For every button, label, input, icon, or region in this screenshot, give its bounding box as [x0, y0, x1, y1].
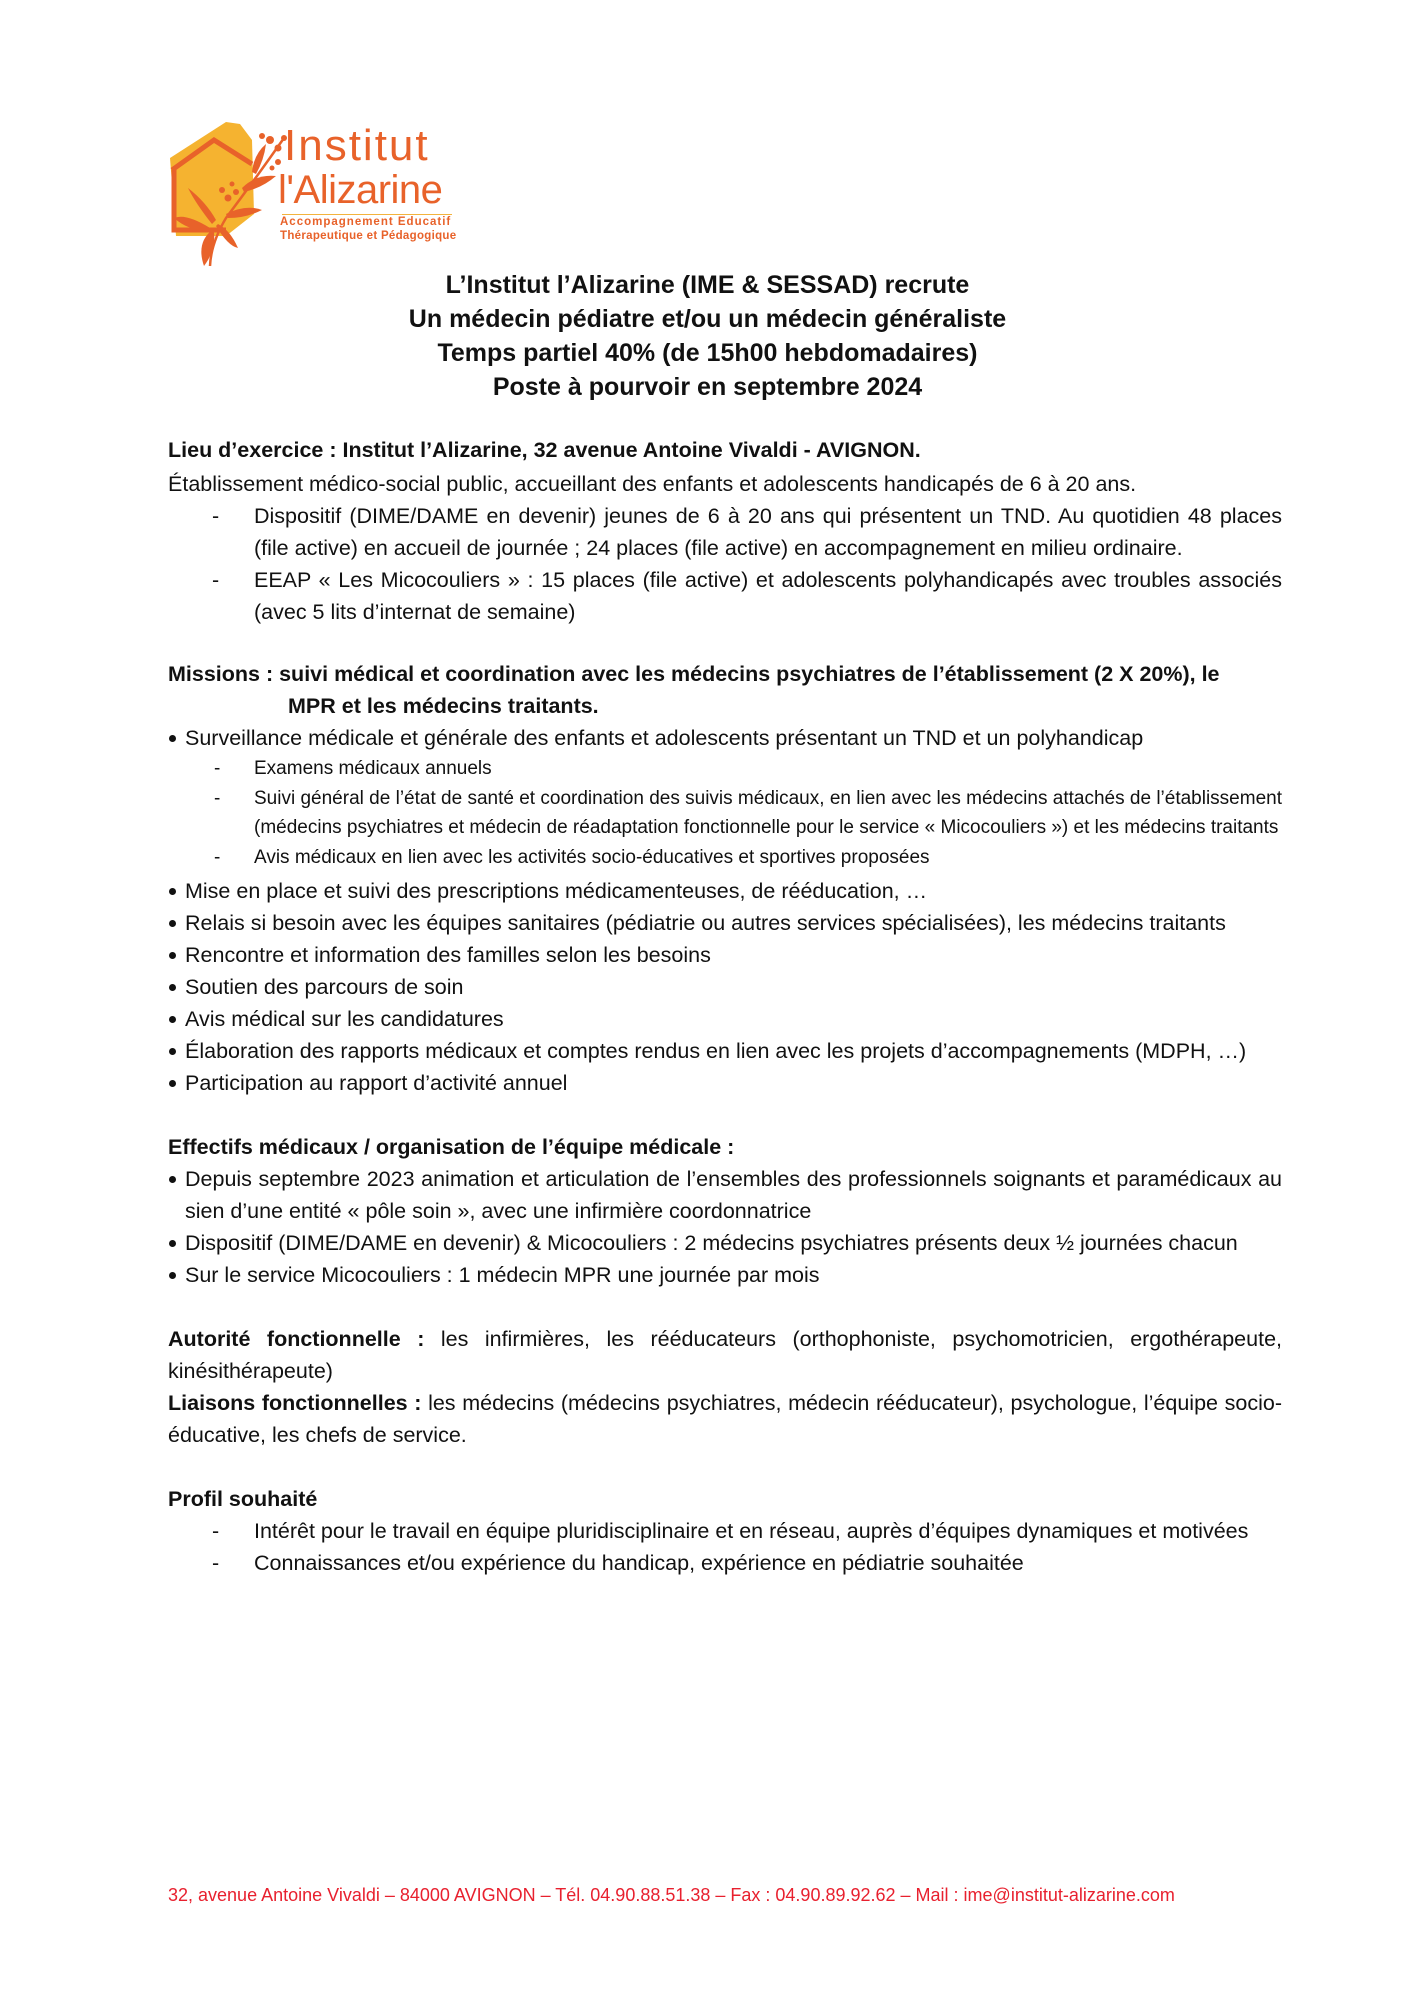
list-item-text: Dispositif (DIME/DAME en devenir) jeunes de 6 à 20 ans qui présentent un TND. Au quotidien 48 places (file active) en accueil de journée ; 24 places (file active) en accompagnement en milieu ordinaire. [254, 504, 1282, 560]
bullet-icon [169, 952, 176, 959]
list-item [168, 1227, 1282, 1259]
functional-authority-label: Autorité fonctionnelle : [168, 1327, 425, 1351]
list-item-text: Avis médicaux en lien avec les activités socio-éducatives et sportives proposées [254, 846, 930, 868]
functional-authority-text: les infirmières, les rééducateurs (orthophoniste, psychomotricien, ergothérapeute, kinésithérapeute) [168, 1327, 1283, 1383]
missions-list [168, 722, 1282, 754]
list-item-text: Élaboration des rapports médicaux et comptes rendus en lien avec les projets d’accompagnements (MDPH, …) [185, 1039, 1247, 1063]
bullet-icon [169, 1048, 176, 1055]
logo-name-line1: Institut [284, 121, 430, 170]
title-line: Poste à pourvoir en septembre 2024 [492, 373, 923, 401]
functional-liaisons [168, 1387, 1282, 1451]
list-item [168, 722, 1282, 754]
list-item-text: Soutien des parcours de soin [185, 975, 464, 999]
title-line: Un médecin pédiatre et/ou un médecin généraliste [408, 305, 1007, 333]
list-item [168, 1259, 1282, 1291]
bullet-icon [169, 1240, 176, 1247]
missions-heading-cont: MPR et les médecins traitants. [288, 694, 599, 718]
list-item-text: Dispositif (DIME/DAME en devenir) & Micocouliers : 2 médecins psychiatres présents deux ½ journées chacun [185, 1231, 1238, 1255]
contact-footer: 32, avenue Antoine Vivaldi – 84000 AVIGNON – Tél. 04.90.88.51.38 – Fax : 04.90.89.92.62 – Mail : ime@institut-alizarine.com [168, 1885, 1175, 1905]
title-line: L’Institut l’Alizarine (IME & SESSAD) recrute [445, 271, 970, 299]
functional-liaisons-text: les médecins (médecins psychiatres, médecin rééducateur), psychologue, l’équipe socio-éducative, les chefs de service. [168, 1391, 1282, 1447]
bullet-icon [169, 735, 176, 742]
list-item [168, 1515, 1282, 1547]
functional-liaisons-label: Liaisons fonctionnelles : [168, 1391, 422, 1415]
list-item-text: Avis médical sur les candidatures [185, 1007, 504, 1031]
list-item [168, 1035, 1282, 1067]
dash-marker: - [214, 758, 221, 779]
bullet-icon [169, 984, 176, 991]
house-flower-logo-icon [166, 118, 296, 268]
logo-divider [282, 214, 452, 215]
title-line: Temps partiel 40% (de 15h00 hebdomadaires) [437, 339, 978, 367]
bullet-icon [169, 888, 176, 895]
job-title-block [0, 268, 1415, 404]
profile-list [168, 1515, 1282, 1579]
spacer [168, 1099, 1282, 1131]
dash-marker: - [214, 787, 221, 809]
list-item [168, 564, 1282, 628]
missions-sub-list [168, 754, 1282, 872]
staff-heading: Effectifs médicaux / organisation de l’équipe médicale : [168, 1135, 735, 1159]
dash-marker: - [212, 568, 220, 592]
logo-subtitle-line2: Thérapeutique et Pédagogique [280, 230, 457, 242]
bullet-icon [169, 1080, 176, 1087]
establishment-description: Établissement médico-social public, accueillant des enfants et adolescents handicapés de 6 à 20 ans. [168, 472, 1137, 496]
list-item-text: Relais si besoin avec les équipes sanitaires (pédiatrie ou autres services spécialisées), les médecins traitants [185, 911, 1226, 935]
list-item-text: Examens médicaux annuels [254, 758, 492, 779]
missions-heading: Missions : suivi médical et coordination avec les médecins psychiatres de l’établissement (2 X 20%), le [168, 662, 1220, 686]
dash-marker: - [212, 504, 220, 528]
workplace-heading: Lieu d’exercice : Institut l’Alizarine, 32 avenue Antoine Vivaldi - AVIGNON. [168, 438, 921, 462]
list-item [168, 1003, 1282, 1035]
list-item-text: Sur le service Micocouliers : 1 médecin MPR une journée par mois [185, 1263, 820, 1287]
dash-marker: - [212, 1551, 220, 1575]
list-item-text: Suivi général de l’état de santé et coordination des suivis médicaux, en lien avec les médecins attachés de l’établissement (médecins psychiatres et médecin de réadaptation fonctionnelle pour le service « Micocouliers ») et les médecins traitants [254, 787, 1282, 838]
sub-list-item [168, 754, 1282, 784]
sub-list-item [168, 843, 1282, 873]
list-item [168, 1067, 1282, 1099]
list-item [168, 907, 1282, 939]
list-item [168, 500, 1282, 564]
list-item [168, 939, 1282, 971]
list-item-text: Rencontre et information des familles selon les besoins [185, 943, 711, 967]
list-item-text: Connaissances et/ou expérience du handicap, expérience en pédiatrie souhaitée [254, 1551, 1024, 1575]
list-item [168, 1163, 1282, 1227]
logo-name-line2: l'Alizarine [278, 168, 443, 212]
bullet-icon [169, 1272, 176, 1279]
staff-list [168, 1163, 1282, 1291]
list-item [168, 971, 1282, 1003]
bullet-icon [169, 1176, 176, 1183]
list-item-text: Surveillance médicale et générale des enfants et adolescents présentant un TND et un polyhandicap [185, 726, 1144, 750]
list-item [168, 1547, 1282, 1579]
bullet-icon [169, 1016, 176, 1023]
sub-list-item [168, 784, 1282, 843]
missions-list-cont [168, 875, 1282, 1099]
list-item-text: Mise en place et suivi des prescriptions médicamenteuses, de rééducation, … [185, 879, 928, 903]
functional-authority [168, 1323, 1282, 1387]
establishment-list [168, 500, 1282, 628]
document-body [168, 434, 1282, 1579]
institution-logo [166, 118, 457, 268]
dash-marker: - [214, 846, 221, 868]
list-item-text: Depuis septembre 2023 animation et articulation de l’ensembles des professionnels soignants et paramédicaux au sien d’une entité « pôle soin », avec une infirmière coordonnatrice [185, 1167, 1282, 1223]
spacer [168, 1291, 1282, 1323]
list-item-text: Participation au rapport d’activité annuel [185, 1071, 568, 1095]
list-item [168, 875, 1282, 907]
spacer [168, 1451, 1282, 1483]
profile-heading: Profil souhaité [168, 1487, 318, 1511]
list-item-text: Intérêt pour le travail en équipe pluridisciplinaire et en réseau, auprès d’équipes dynamiques et motivées [254, 1519, 1249, 1543]
spacer [168, 628, 1282, 658]
dash-marker: - [212, 1519, 220, 1543]
logo-subtitle-line1: Accompagnement Educatif [280, 216, 452, 228]
list-item-text: EEAP « Les Micocouliers » : 15 places (file active) et adolescents polyhandicapés avec troubles associés (avec 5 lits d’internat de semaine) [254, 568, 1282, 624]
bullet-icon [169, 920, 176, 927]
